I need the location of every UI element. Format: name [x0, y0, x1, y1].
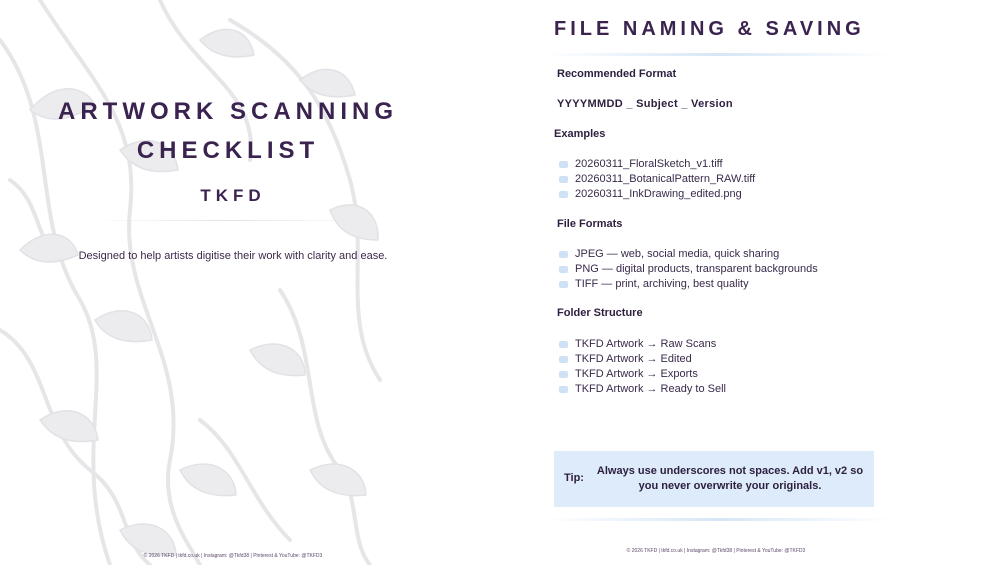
examples-list [559, 157, 755, 202]
title-line-1: ARTWORK SCANNING [58, 98, 398, 125]
title-underline [543, 53, 893, 56]
file-formats-list [559, 247, 818, 292]
title-line-2: CHECKLIST [136, 137, 320, 164]
bullet-icon [559, 371, 568, 378]
section-title: FILE NAMING & SAVING [554, 18, 865, 40]
list-item: 20260311_InkDrawing_edited.png [559, 187, 755, 202]
list-item: TKFD Artwork → Ready to Sell [559, 382, 726, 397]
bullet-icon [559, 281, 568, 288]
list-item: PNG — digital products, transparent backgrounds [559, 262, 818, 277]
bullet-icon [559, 386, 568, 393]
list-item: TKFD Artwork → Exports [559, 367, 726, 382]
list-item: TKFD Artwork → Raw Scans [559, 337, 726, 352]
examples-label: Examples [554, 128, 606, 140]
bullet-icon [559, 176, 568, 183]
right-page [503, 0, 1005, 565]
list-item: TIFF — print, archiving, best quality [559, 277, 818, 292]
description: Designed to help artists digitise their work with clarity and ease. [78, 250, 388, 262]
file-formats-label: File Formats [557, 218, 623, 230]
list-item: TKFD Artwork → Edited [559, 352, 726, 367]
bullet-icon [559, 191, 568, 198]
tip-text: Always use underscores not spaces. Add v1, v2 so you never overwrite your originals. [596, 465, 864, 492]
left-footer: © 2026 TKFD | tkfd.co.uk | Instagram: @Tkfd38 | Pinterest & YouTube: @TKFD3 [143, 553, 323, 559]
bullet-icon [559, 161, 568, 168]
right-footer: © 2026 TKFD | tkfd.co.uk | Instagram: @Tkfd38 | Pinterest & YouTube: @TKFD3 [626, 548, 806, 554]
left-page [0, 0, 502, 565]
tip-box [554, 451, 874, 507]
left-divider [90, 220, 370, 221]
list-item: 20260311_FloralSketch_v1.tiff [559, 157, 755, 172]
page-title [40, 92, 416, 170]
bullet-icon [559, 356, 568, 363]
recommended-format-label: Recommended Format [557, 68, 677, 80]
folder-structure-label: Folder Structure [557, 307, 643, 319]
folder-structure-list [559, 337, 726, 397]
bottom-divider [543, 518, 893, 521]
bullet-icon [559, 341, 568, 348]
list-item: JPEG — web, social media, quick sharing [559, 247, 818, 262]
bullet-icon [559, 251, 568, 258]
tip-label: Tip: [564, 472, 584, 484]
brand-name: TKFD [200, 186, 266, 205]
naming-pattern: YYYYMMDD _ Subject _ Version [557, 98, 733, 110]
bullet-icon [559, 266, 568, 273]
list-item: 20260311_BotanicalPattern_RAW.tiff [559, 172, 755, 187]
botanical-background-art [0, 0, 400, 565]
